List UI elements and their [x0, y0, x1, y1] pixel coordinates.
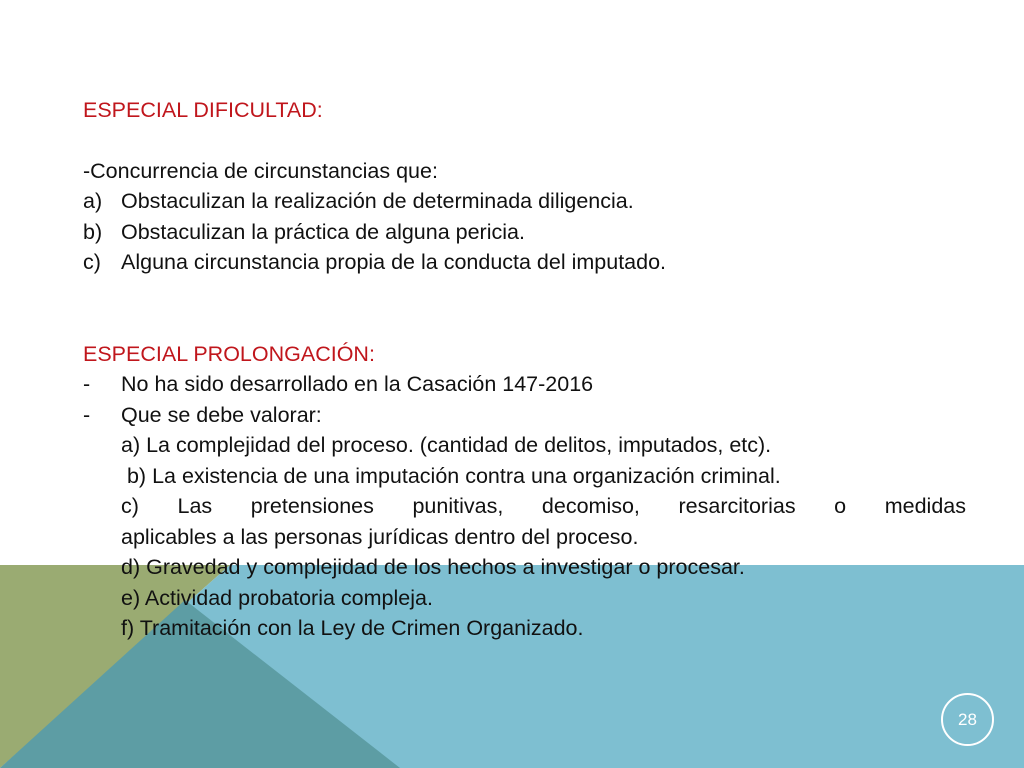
sub-item-f: f) Tramitación con la Ley de Crimen Organizado. — [121, 616, 584, 640]
list-marker: b) — [83, 219, 103, 244]
sub-item-a: a) La complejidad del proceso. (cantidad de delitos, imputados, etc). — [121, 433, 772, 457]
bullet-marker: - — [83, 372, 91, 396]
bullet-text: Que se debe valorar: — [121, 402, 322, 427]
slide-content — [83, 95, 966, 644]
bullet-item — [83, 400, 966, 431]
list-marker: a) — [83, 189, 103, 213]
page-number-badge — [941, 693, 994, 746]
list-item — [83, 186, 966, 217]
list-marker: c) — [83, 250, 101, 274]
intro-text: -Concurrencia de circunstancias que: — [83, 158, 438, 183]
bullet-text: No ha sido desarrollado en la Casación 147-2016 — [121, 372, 594, 396]
sub-item-c-line2: aplicables a las personas jurídicas dentro del proceso. — [121, 524, 639, 549]
section-heading-dificultad: ESPECIAL DIFICULTAD: — [83, 98, 323, 122]
list-item — [83, 247, 966, 278]
sub-item-d: d) Gravedad y complejidad de los hechos a investigar o procesar. — [121, 555, 745, 579]
bullet-marker: - — [83, 402, 91, 427]
sub-item-c-line1: c) Las pretensiones punitivas, decomiso, resarcitorias o medidas — [121, 494, 966, 518]
page-number: 28 — [958, 709, 977, 729]
sub-item-b: b) La existencia de una imputación contra una organización criminal. — [121, 463, 781, 488]
sub-item-e: e) Actividad probatoria compleja. — [121, 585, 433, 610]
list-item — [83, 217, 966, 248]
list-item-text: Obstaculizan la realización de determinada diligencia. — [121, 189, 634, 213]
bullet-item — [83, 369, 966, 400]
list-item-text: Alguna circunstancia propia de la conducta del imputado. — [121, 250, 667, 274]
section-heading-prolongacion: ESPECIAL PROLONGACIÓN: — [83, 341, 375, 366]
list-item-text: Obstaculizan la práctica de alguna pericia. — [121, 219, 525, 244]
